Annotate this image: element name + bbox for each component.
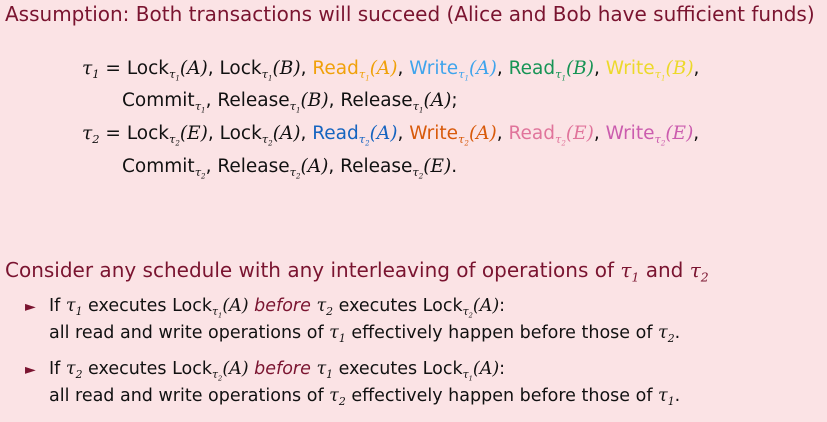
op-lock-b: Lock$_{\tau_1}$(B) bbox=[219, 58, 301, 83]
tau1-label: $\tau_1$ bbox=[82, 58, 100, 81]
tau2-definition-line-2: Commit$_{\tau_2}$, Release$_{\tau_2}$(A), Release$_{\tau_2}$(E). bbox=[122, 156, 458, 181]
triangle-bullet-icon: ► bbox=[25, 299, 36, 315]
op-read-e: Read$_{\tau_2}$(E) bbox=[508, 123, 594, 148]
tau2-definition-line-1: $\tau_2$ = Lock$_{\tau_2}$(E), Lock$_{\tau_2}$(A), Read$_{\tau_2}$(A), Write$_{\tau_2}$(A), Read$_{\tau_2}$(E), Write$_{\tau_2}$(E), bbox=[82, 123, 700, 148]
op-lock-a: Lock$_{\tau_2}$(A) bbox=[219, 123, 301, 148]
op-release-b: Release$_{\tau_1}$(B) bbox=[217, 90, 329, 115]
tau1-ops: Lock$_{\tau_1}$(A), Lock$_{\tau_1}$(B), Read$_{\tau_1}$(A), Write$_{\tau_1}$(A), Read$_{\tau_1}$(B), Write$_{\tau_1}$(B), bbox=[126, 58, 700, 83]
op-commit: Commit$_{\tau_1}$ bbox=[122, 90, 206, 115]
op-lock-a: Lock$_{\tau_1}$(A) bbox=[126, 58, 208, 83]
op-read-a: Read$_{\tau_1}$(A) bbox=[312, 58, 398, 83]
triangle-bullet-icon: ► bbox=[25, 362, 36, 378]
tau2-label: $\tau_2$ bbox=[82, 123, 100, 146]
tau1-definition-line-2: Commit$_{\tau_1}$, Release$_{\tau_1}$(B), Release$_{\tau_1}$(A); bbox=[122, 90, 458, 115]
op-write-a: Write$_{\tau_1}$(A) bbox=[409, 58, 497, 83]
bullet-item: ► If $\tau_1$ executes Lock$_{\tau_1}$(A) before $\tau_2$ executes Lock$_{\tau_2}$(A): all read and write operations of $\tau_1$ effectively happen before those of $\tau_2$. bbox=[25, 296, 681, 345]
op-write-a: Write$_{\tau_2}$(A) bbox=[409, 123, 497, 148]
emphasis-before: before bbox=[248, 296, 317, 316]
op-release-e: Release$_{\tau_2}$(E) bbox=[340, 156, 452, 181]
op-release-a: Release$_{\tau_2}$(A) bbox=[217, 156, 329, 181]
op-write-e: Write$_{\tau_2}$(E) bbox=[605, 123, 694, 148]
op-read-b: Read$_{\tau_1}$(B) bbox=[508, 58, 594, 83]
op-release-a: Release$_{\tau_1}$(A) bbox=[340, 90, 452, 115]
consider-heading: Consider any schedule with any interleaving of operations of $\tau_1$ and $\tau_2$ bbox=[5, 258, 709, 285]
emphasis-before: before bbox=[248, 359, 317, 379]
op-read-a: Read$_{\tau_2}$(A) bbox=[312, 123, 398, 148]
assumption-heading: Assumption: Both transactions will succeed (Alice and Bob have sufficient funds) bbox=[5, 2, 815, 26]
tau1-definition-line-1: $\tau_1$ = Lock$_{\tau_1}$(A), Lock$_{\tau_1}$(B), Read$_{\tau_1}$(A), Write$_{\tau_1}$(A), Read$_{\tau_1}$(B), Write$_{\tau_1}$(B), bbox=[82, 58, 700, 83]
op-write-b: Write$_{\tau_1}$(B) bbox=[605, 58, 694, 83]
op-lock-e: Lock$_{\tau_2}$(E) bbox=[126, 123, 208, 148]
bullet-item: ► If $\tau_2$ executes Lock$_{\tau_2}$(A) before $\tau_1$ executes Lock$_{\tau_1}$(A): all read and write operations of $\tau_2$ effectively happen before those of $\tau_1$. bbox=[25, 359, 681, 408]
op-commit: Commit$_{\tau_2}$ bbox=[122, 156, 206, 181]
